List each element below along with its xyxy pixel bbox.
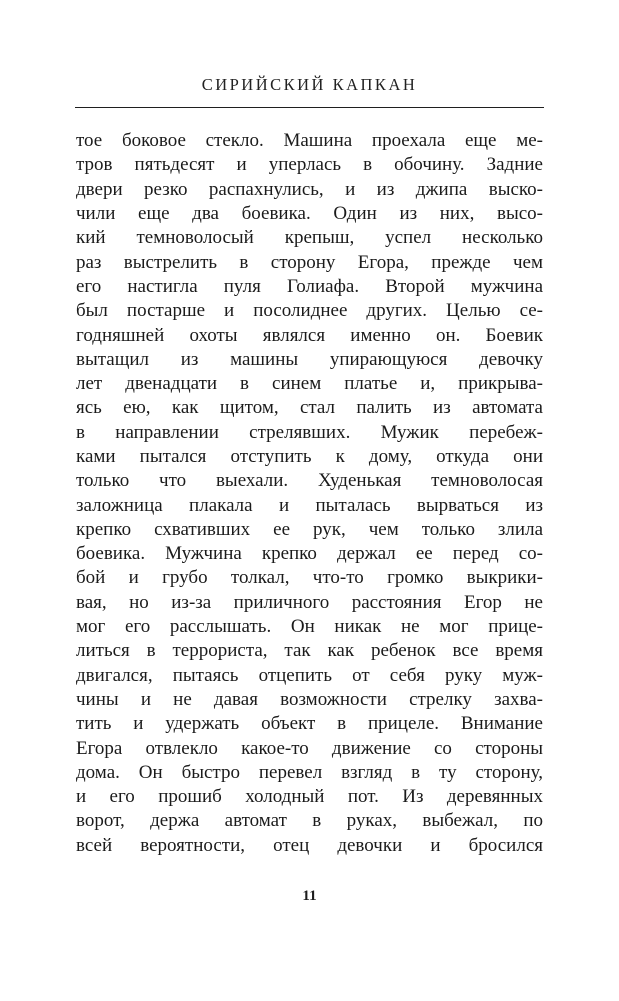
- text-line: чины и не давая возможности стрелку захва-: [76, 688, 543, 710]
- text-line: двигался, пытаясь отцепить от себя руку муж-: [76, 664, 543, 686]
- text-line: его настигла пуля Голиафа. Второй мужчина: [76, 275, 543, 297]
- text-line: и его прошиб холодный пот. Из деревянных: [76, 786, 543, 808]
- text-line: кий темноволосый крепыш, успел несколько: [76, 227, 543, 249]
- text-line: чили еще два боевика. Один из них, высо-: [76, 203, 543, 225]
- text-line: тров пятьдесят и уперлась в обочину. Задние: [76, 154, 543, 176]
- text-line: ясь ею, как щитом, стал палить из автомата: [76, 397, 543, 419]
- text-line: был постарше и посолиднее других. Целью се-: [76, 300, 543, 322]
- text-line: тить и удержать объект в прицеле. Внимание: [76, 713, 543, 735]
- text-line: заложница плакала и пыталась вырваться из: [76, 494, 543, 516]
- text-line: в направлении стрелявших. Мужик перебеж-: [76, 421, 543, 443]
- page-number: 11: [302, 888, 317, 904]
- header-divider: [75, 107, 544, 108]
- body-text: [76, 129, 543, 858]
- page-footer: [0, 887, 619, 905]
- text-line: всей вероятности, отец девочки и бросился: [76, 834, 543, 856]
- chapter-title: СИРИЙСКИЙ КАПКАН: [201, 75, 418, 94]
- text-line: мог его расслышать. Он никак не мог прице-: [76, 616, 543, 638]
- text-line: раз выстрелить в сторону Егора, прежде чем: [76, 251, 543, 273]
- running-header: [0, 0, 619, 108]
- text-line: Егора отвлекло какое-то движение со стороны: [76, 737, 543, 759]
- text-line: годняшней охоты являлся именно он. Боевик: [76, 324, 543, 346]
- text-line: бой и грубо толкал, что-то громко выкрики-: [76, 567, 543, 589]
- text-line: вая, но из-за приличного расстояния Егор не: [76, 591, 543, 613]
- text-line: только что выехали. Худенькая темноволосая: [76, 470, 543, 492]
- text-line: дома. Он быстро перевел взгляд в ту сторону,: [76, 761, 543, 783]
- text-line: лет двенадцати в синем платье и, прикрыва-: [76, 373, 543, 395]
- text-line: ками пытался отступить к дому, откуда они: [76, 446, 543, 467]
- text-line: ворот, держа автомат в руках, выбежал, по: [76, 810, 543, 832]
- text-line: литься в террориста, так как ребенок все время: [76, 640, 543, 662]
- text-line: двери резко распахнулись, и из джипа выско-: [76, 178, 543, 200]
- text-line: боевика. Мужчина крепко держал ее перед со-: [76, 543, 543, 565]
- text-line: тое боковое стекло. Машина проехала еще ме-: [76, 130, 543, 152]
- text-line: крепко схвативших ее рук, чем только злила: [76, 518, 543, 540]
- text-line: вытащил из машины упирающуюся девочку: [76, 348, 543, 370]
